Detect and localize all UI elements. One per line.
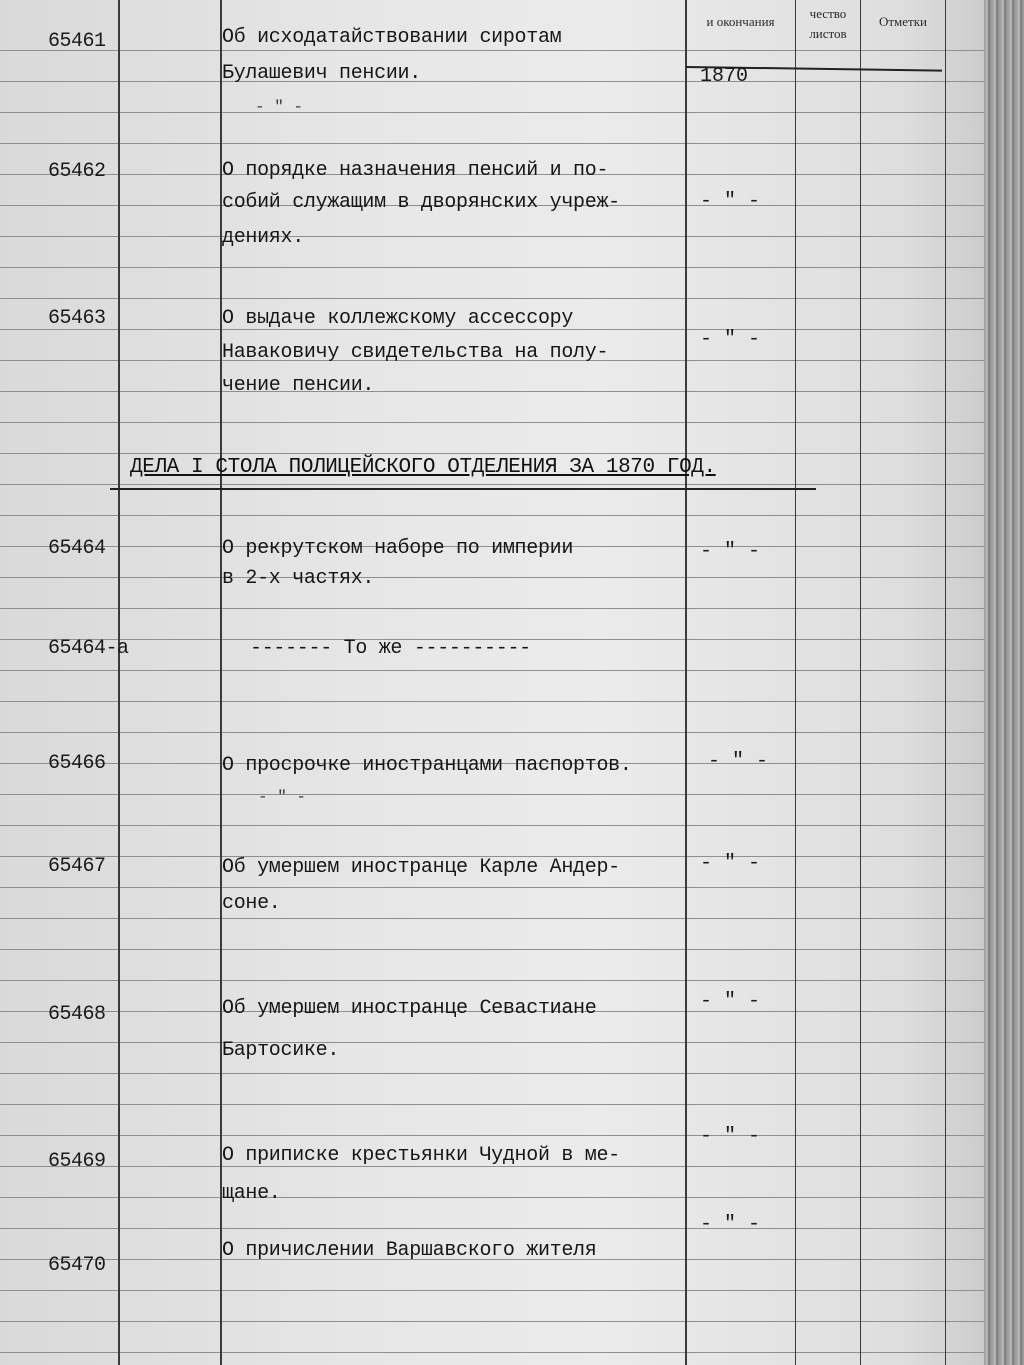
entry-number: 65467 — [48, 855, 106, 878]
entry-title-line: ------- То же ---------- — [250, 637, 531, 660]
entry-title-line: Об умершем иностранце Севастиане — [222, 997, 597, 1020]
entry-title-line: Об умершем иностранце Карле Андер- — [222, 856, 620, 879]
section-heading: ДЕЛА I СТОЛА ПОЛИЦЕЙСКОГО ОТДЕЛЕНИЯ ЗА 1870 ГОД. — [130, 456, 716, 479]
ledger-rule — [0, 701, 1000, 702]
entry-title-line: собий служащим в дворянских учреж- — [222, 191, 620, 214]
entry-number: 65466 — [48, 752, 106, 775]
entry-title-line: О приписке крестьянки Чудной в ме- — [222, 1144, 620, 1167]
ledger-rule — [0, 825, 1000, 826]
ledger-rule — [0, 887, 1000, 888]
ledger-rule — [0, 732, 1000, 733]
entry-date: - " - — [700, 852, 761, 875]
header-notes: Отметки — [878, 14, 928, 29]
section-underline — [110, 488, 816, 490]
ledger-rule — [0, 918, 1000, 919]
entry-title-line: О причислении Варшавского жителя — [222, 1239, 597, 1262]
entry-number: 65468 — [48, 1003, 106, 1026]
ledger-rule — [0, 422, 1000, 423]
entry-number: 65462 — [48, 160, 106, 183]
entry-title-line: дениях. — [222, 226, 304, 249]
column-line-notes — [860, 0, 861, 1365]
entry-number: 65464 — [48, 537, 106, 560]
ledger-rule — [0, 298, 1000, 299]
entry-date: - " - — [700, 990, 761, 1013]
ledger-rule — [0, 577, 1000, 578]
ledger-rule — [0, 949, 1000, 950]
entry-date: - " - — [700, 190, 761, 213]
entry-title-line: чение пенсии. — [222, 374, 375, 397]
ledger-rule — [0, 670, 1000, 671]
entry-title-line: Наваковичу свидетельства на полу- — [222, 341, 609, 364]
ledger-rule — [0, 1321, 1000, 1322]
entry-title-line: О рекрутском наборе по империи — [222, 537, 574, 560]
entry-title-line: в 2-х частях. — [222, 567, 375, 590]
ledger-rule — [0, 484, 1000, 485]
entry-title-line: щане. — [222, 1182, 281, 1205]
ledger-rule — [0, 81, 1000, 82]
ledger-rule — [0, 453, 1000, 454]
ledger-rule — [0, 980, 1000, 981]
header-sheet-count: чество листов — [809, 6, 847, 41]
entry-title-line: соне. — [222, 892, 281, 915]
entry-title-line: О выдаче коллежскому ассессору — [222, 307, 574, 330]
ledger-rule — [0, 1073, 1000, 1074]
ledger-rule — [0, 608, 1000, 609]
ledger-rule — [0, 1135, 1000, 1136]
entry-title-line: Бартосике. — [222, 1039, 340, 1062]
column-line-count — [795, 0, 796, 1365]
entry-date: - " - — [708, 750, 769, 773]
entry-number: 65470 — [48, 1254, 106, 1277]
entry-date: - " - — [700, 328, 761, 351]
ditto-mark: - " - — [255, 98, 304, 116]
header-end-date: и окончания — [706, 14, 775, 29]
entry-date: - " - — [700, 1213, 761, 1236]
ledger-rule — [0, 391, 1000, 392]
ledger-rule — [0, 1104, 1000, 1105]
ledger-rule — [0, 267, 1000, 268]
ledger-rule — [0, 236, 1000, 237]
ledger-rule — [0, 515, 1000, 516]
entry-title-line: О просрочке иностранцами паспортов. — [222, 754, 632, 777]
ledger-rule — [0, 1290, 1000, 1291]
ledger-rule — [0, 143, 1000, 144]
entry-date: 1870 — [700, 65, 749, 88]
stacked-page-edges — [984, 0, 1024, 1365]
entry-number: 65464-а — [48, 637, 129, 660]
entry-title-line: Булашевич пенсии. — [222, 62, 421, 85]
ledger-rule — [0, 1197, 1000, 1198]
entry-date: - " - — [700, 1125, 761, 1148]
ledger-rule — [0, 1228, 1000, 1229]
column-line-date — [685, 0, 687, 1365]
entry-number: 65469 — [48, 1150, 106, 1173]
ledger-rule — [0, 1042, 1000, 1043]
column-line-right — [945, 0, 946, 1365]
entry-number: 65461 — [48, 30, 106, 53]
entry-number: 65463 — [48, 307, 106, 330]
column-line-left — [118, 0, 120, 1365]
ledger-rule — [0, 794, 1000, 795]
entry-title-line: О порядке назначения пенсий и по- — [222, 159, 609, 182]
ledger-rule — [0, 112, 1000, 113]
entry-title-line: Об исходатайствовании сиротам — [222, 26, 562, 49]
entry-date: - " - — [700, 540, 761, 563]
ledger-rule — [0, 1352, 1000, 1353]
ditto-mark: - " - — [258, 788, 307, 806]
